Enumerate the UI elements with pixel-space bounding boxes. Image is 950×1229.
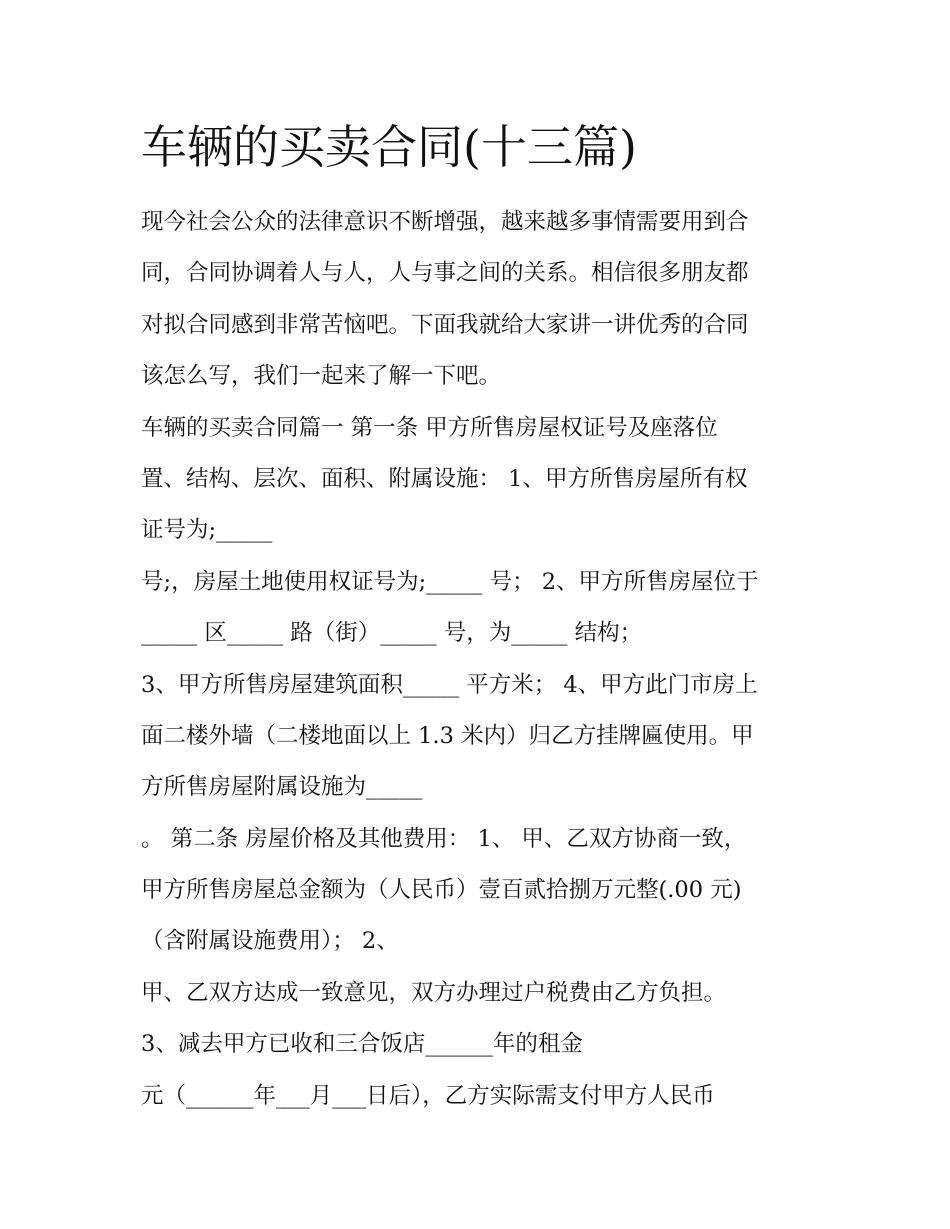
text-line: 该怎么写，我们一起来了解一下吧。 — [141, 363, 502, 390]
text-line: 对拟合同感到非常苦恼吧。下面我就给大家讲一讲优秀的合同 — [141, 311, 749, 338]
text-line: 车辆的买卖合同篇一 第一条 甲方所售房屋权证号及座落位 — [141, 414, 718, 441]
text-line: 现今社会公众的法律意识不断增强，越来越多事情需要用到合 — [141, 209, 749, 235]
text-line: （含附属设施费用）； 2、 — [141, 928, 399, 955]
text-line: 证号为;_____ — [141, 517, 273, 544]
text-line: 甲方所售房屋总金额为（人民币）壹百贰拾捌万元整(.00 元) — [141, 877, 742, 904]
text-line: 同，合同协调着人与人，人与事之间的关系。相信很多朋友都 — [141, 260, 749, 287]
text-line: 。 第二条 房屋价格及其他费用： 1、 甲、乙双方协商一致， — [141, 825, 747, 852]
text-line: 3、甲方所售房屋建筑面积_____ 平方米； 4、甲方此门市房上 — [141, 671, 758, 698]
text-line: 甲、乙双方达成一致意见，双方办理过户税费由乙方负担。 — [141, 979, 727, 1006]
text-line: 号;，房屋土地使用权证号为;_____ 号； 2、甲方所售房屋位于 — [141, 568, 759, 595]
document-body — [141, 197, 821, 1122]
text-line: 置、结构、层次、面积、附属设施： 1、甲方所售房屋所有权 — [141, 465, 748, 492]
text-line: 方所售房屋附属设施为_____ — [141, 774, 423, 801]
text-line: 元（______年___月___日后），乙方实际需支付甲方人民币 — [141, 1082, 715, 1109]
text-line: 3、减去甲方已收和三合饭店______年的租金 — [141, 1031, 583, 1058]
document-title: 车辆的买卖合同(十三篇) — [141, 120, 637, 174]
text-line: _____ 区_____ 路（街）_____ 号，为_____ 结构； — [141, 620, 643, 647]
text-line: 面二楼外墙（二楼地面以上 1.3 米内）归乙方挂牌匾使用。甲 — [141, 722, 754, 749]
